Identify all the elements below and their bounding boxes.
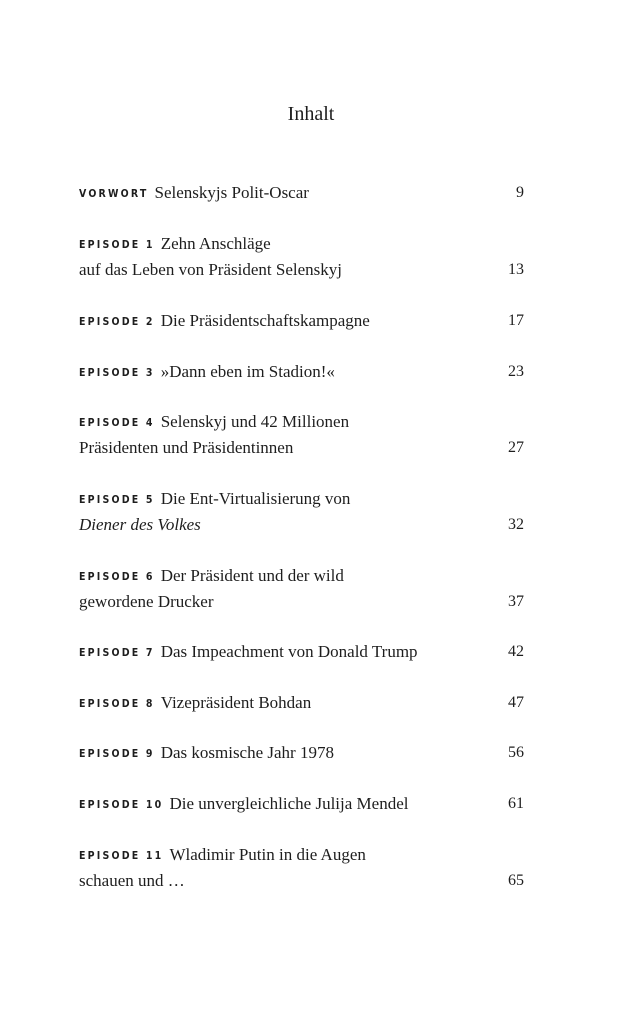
entry-title: Vizepräsident Bohdan xyxy=(160,693,312,712)
entry-title-continuation: Diener des Volkes xyxy=(79,515,201,534)
entry-title-continuation: schauen und … xyxy=(79,871,185,890)
toc-entry-episode-8 xyxy=(79,690,524,716)
toc-entry-episode-10 xyxy=(79,791,524,817)
toc-line xyxy=(79,359,524,385)
section-label: EPISODE 2 xyxy=(79,316,155,328)
page-number: 17 xyxy=(508,312,524,329)
toc-entry-episode-5 xyxy=(79,486,524,538)
toc-line xyxy=(79,868,524,894)
toc-line xyxy=(79,639,524,665)
entry-title-continuation: Präsidenten und Präsidentinnen xyxy=(79,438,294,457)
page-number: 61 xyxy=(508,795,524,812)
toc-entry-vorwort xyxy=(79,180,524,206)
section-label: EPISODE 10 xyxy=(79,799,164,811)
toc-line xyxy=(79,409,524,435)
toc-entry-episode-1 xyxy=(79,231,524,283)
toc-entry-episode-11 xyxy=(79,842,524,894)
entry-title: Selenskyj und 42 Millionen xyxy=(160,412,350,431)
entry-title: Selenskyjs Polit-Oscar xyxy=(154,183,309,202)
toc-line xyxy=(79,180,524,206)
page-number: 65 xyxy=(508,872,524,889)
page-number: 13 xyxy=(508,261,524,278)
section-label: EPISODE 8 xyxy=(79,698,155,710)
entry-title: Der Präsident und der wild xyxy=(160,566,344,585)
page-number: 56 xyxy=(508,744,524,761)
toc-entry-episode-9 xyxy=(79,740,524,766)
page-number: 9 xyxy=(516,184,524,201)
entry-title: Die Ent-Virtualisierung von xyxy=(160,489,351,508)
page-title: Inhalt xyxy=(287,103,335,125)
toc-line xyxy=(79,690,524,716)
toc-entry-episode-2 xyxy=(79,308,524,334)
page-number: 37 xyxy=(508,593,524,610)
toc-line xyxy=(79,308,524,334)
toc-entry-episode-7 xyxy=(79,639,524,665)
page-number: 23 xyxy=(508,363,524,380)
section-label: EPISODE 9 xyxy=(79,748,155,760)
entry-title: Wladimir Putin in die Augen xyxy=(169,845,366,864)
toc-line xyxy=(79,257,524,283)
entry-title: Das kosmische Jahr 1978 xyxy=(160,743,334,762)
toc-entry-episode-3 xyxy=(79,359,524,385)
toc-line xyxy=(79,486,524,512)
page-number: 27 xyxy=(508,439,524,456)
entry-title-continuation: auf das Leben von Präsident Selenskyj xyxy=(79,260,342,279)
section-label: EPISODE 4 xyxy=(79,417,155,429)
toc-line xyxy=(79,231,524,257)
toc-line xyxy=(79,740,524,766)
toc-line xyxy=(79,563,524,589)
toc-line xyxy=(79,512,524,538)
page-number: 47 xyxy=(508,694,524,711)
page-number: 32 xyxy=(508,516,524,533)
entry-title-continuation: gewordene Drucker xyxy=(79,592,214,611)
section-label: VORWORT xyxy=(79,188,149,200)
toc-line xyxy=(79,842,524,868)
toc-entry-episode-4 xyxy=(79,409,524,461)
section-label: EPISODE 5 xyxy=(79,494,155,506)
entry-title: Zehn Anschläge xyxy=(160,234,271,253)
entry-title: »Dann eben im Stadion!« xyxy=(160,362,335,381)
section-label: EPISODE 11 xyxy=(79,850,164,862)
entry-title: Das Impeachment von Donald Trump xyxy=(160,642,418,661)
section-label: EPISODE 7 xyxy=(79,647,155,659)
toc-line xyxy=(79,791,524,817)
toc-line xyxy=(79,435,524,461)
section-label: EPISODE 1 xyxy=(79,239,155,251)
section-label: EPISODE 6 xyxy=(79,571,155,583)
toc-line xyxy=(79,589,524,615)
entry-title: Die unvergleichliche Julija Mendel xyxy=(169,794,409,813)
section-label: EPISODE 3 xyxy=(79,367,155,379)
page-number: 42 xyxy=(508,643,524,660)
toc-entry-episode-6 xyxy=(79,563,524,615)
entry-title: Die Präsidentschaftskampagne xyxy=(160,311,370,330)
